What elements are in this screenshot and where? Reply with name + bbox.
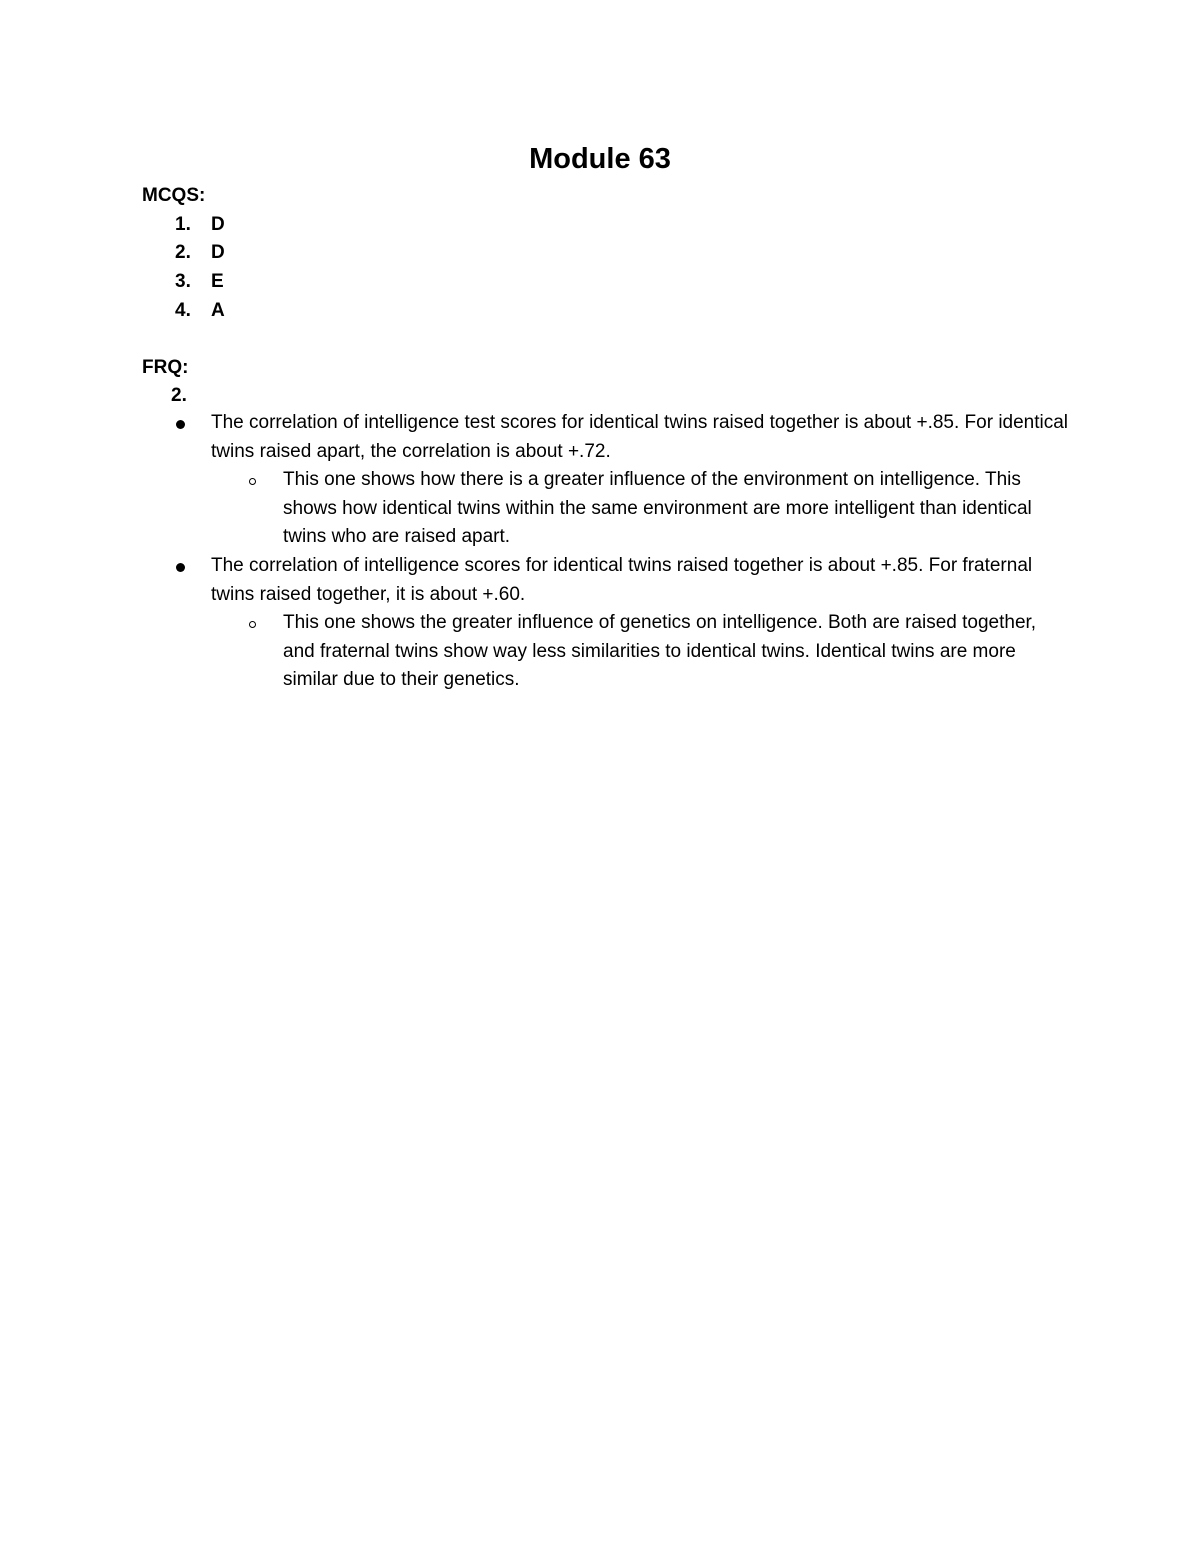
bullet-dot-icon: [176, 563, 185, 572]
mcq-answer: D: [211, 242, 225, 263]
mcq-number: 2.: [175, 242, 191, 263]
frq-point: The correlation of intelligence test scores for identical twins raised together is about +.85. For identical twins raised apart, the correlation is about +.72.: [211, 412, 1069, 462]
frq-sub-point: This one shows how there is a greater influence of the environment on intelligence. This shows how identical twins within the same environment are more intelligent than identical twins who are raised apart.: [283, 469, 1032, 547]
mcq-number: 1.: [175, 214, 191, 235]
frq-sub-point: This one shows the greater influence of genetics on intelligence. Both are raised together, and fraternal twins show way less similarities to identical twins. Identical twins are more similar due to their genetics.: [283, 612, 1037, 690]
mcq-label: MCQS:: [142, 185, 206, 206]
frq-label: FRQ:: [142, 357, 189, 378]
mcq-number: 4.: [175, 300, 191, 321]
frq-point: The correlation of intelligence scores for identical twins raised together is about +.85. For fraternal twins raised together, it is about +.60.: [211, 555, 1033, 605]
page-title: Module 63: [529, 143, 671, 175]
mcq-answer: D: [211, 214, 225, 235]
bullet-circle-icon: [249, 621, 256, 628]
mcq-answer: A: [211, 300, 225, 321]
bullet-dot-icon: [176, 420, 185, 429]
mcq-answer: E: [211, 271, 224, 292]
bullet-circle-icon: [249, 478, 256, 485]
mcq-number: 3.: [175, 271, 191, 292]
frq-question-number: 2.: [171, 385, 187, 406]
